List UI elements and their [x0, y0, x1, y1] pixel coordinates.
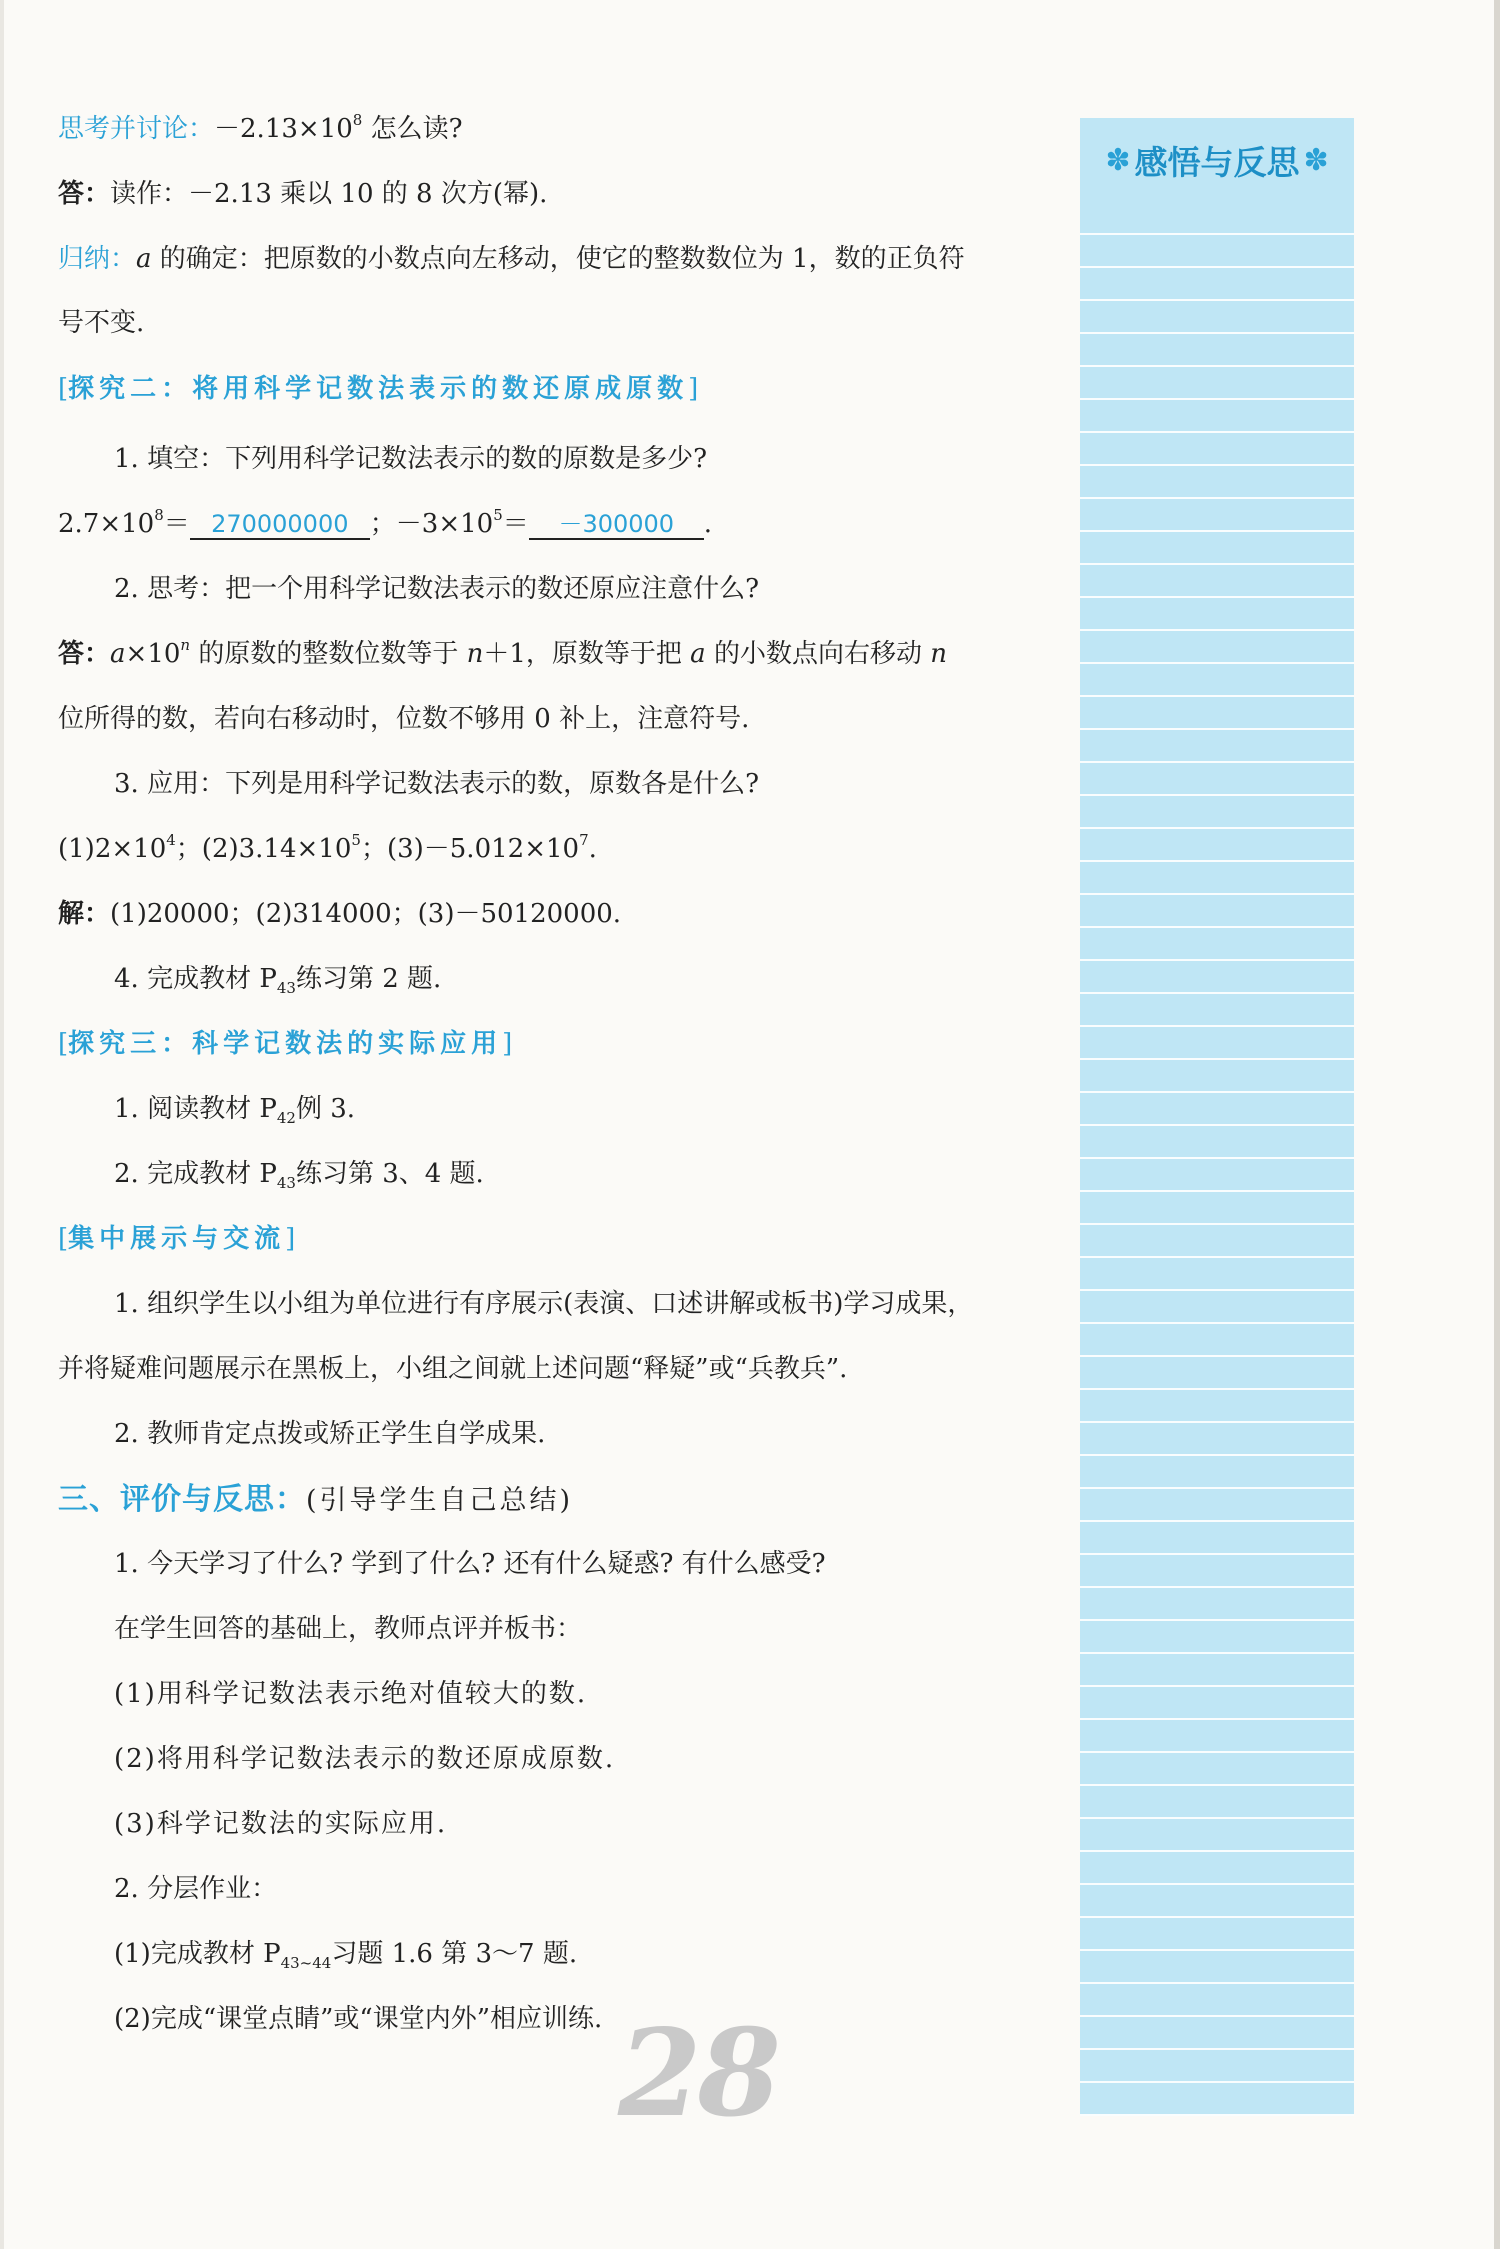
section-heading-showcase	[58, 1222, 295, 1256]
expr-3: ；(3)－5.012×10	[360, 834, 580, 864]
exponent: 7	[579, 831, 589, 849]
period: .	[588, 834, 597, 864]
equals-sign: ＝	[163, 509, 190, 539]
prompt-text: 3. 应用：下列是用科学记数法表示的数，原数各是什么?	[114, 769, 760, 799]
board-item-2	[58, 1742, 615, 1776]
exponent: 8	[154, 506, 164, 524]
answer-line	[58, 177, 547, 211]
apply-prompt	[58, 767, 759, 801]
think-answer-cont	[58, 702, 749, 736]
section-heading-explore-3	[58, 1027, 512, 1061]
answer-text: 读作：－2.13 乘以 10 的 8 次方(幂).	[110, 179, 548, 209]
homework-item-2	[58, 2002, 602, 2036]
showcase-text-cont: 并将疑难问题展示在黑板上，小组之间就上述问题“释疑”或“兵教兵”.	[58, 1354, 848, 1384]
question-text: －2.13×10	[214, 114, 353, 144]
exercise-line	[58, 962, 441, 996]
homework-heading	[58, 1872, 277, 1906]
read-line	[58, 1092, 355, 1126]
heading-text: 探究三：科学记数法的实际应用	[68, 1029, 503, 1059]
read-text: 1. 阅读教材 P	[114, 1094, 277, 1124]
page-number: 28	[618, 2003, 777, 2144]
solution-text: (1)20000；(2)314000；(3)－50120000.	[110, 899, 622, 929]
bracket-open: [	[58, 1224, 69, 1254]
exercise-text: 练习第 3、4 题.	[295, 1159, 484, 1189]
question-text-end: 怎么读?	[362, 114, 463, 144]
section-title: 三、评价与反思：	[58, 1482, 306, 1517]
exercise-text: 4. 完成教材 P	[114, 964, 277, 994]
answer-blank-1: 270000000	[190, 510, 370, 540]
variable-n: n	[930, 639, 947, 669]
showcase-item-1-cont	[58, 1352, 847, 1386]
bracket-close: ]	[285, 1224, 296, 1254]
bracket-close: ]	[502, 1029, 513, 1059]
showcase-item-2	[58, 1417, 545, 1451]
sidebar-header	[1080, 118, 1354, 202]
exercise-line-2	[58, 1157, 484, 1191]
exercise-text: 练习第 2 题.	[295, 964, 442, 994]
equals-sign: ＝	[502, 509, 529, 539]
answer-text: 的小数点向右移动	[705, 639, 931, 669]
answer-label: 答：	[58, 179, 111, 209]
homework-text: 习题 1.6 第 3～7 题.	[331, 1939, 578, 1969]
showcase-text: 2. 教师肯定点拨或矫正学生自学成果.	[114, 1419, 546, 1449]
section-title-evaluation	[58, 1480, 573, 1520]
exponent: 8	[352, 111, 363, 129]
exponent: 4	[166, 831, 176, 849]
read-text: 例 3.	[295, 1094, 356, 1124]
variable-a: a	[690, 639, 706, 669]
board-text: (2)将用科学记数法表示的数还原成原数.	[114, 1744, 616, 1774]
board-text: (1)用科学记数法表示绝对值较大的数.	[114, 1679, 588, 1709]
board-intro-text: 在学生回答的基础上，教师点评并板书：	[114, 1614, 583, 1644]
answer-text: ＋1，原数等于把	[483, 639, 691, 669]
heading-text: 探究二：将用科学记数法表示的数还原成原数	[68, 374, 689, 404]
homework-text: (2)完成“课堂点睛”或“课堂内外”相应训练.	[114, 2004, 603, 2034]
solution-line	[58, 897, 621, 931]
prompt-text: 2. 思考：把一个用科学记数法表示的数还原应注意什么?	[114, 574, 760, 604]
showcase-item-1	[58, 1287, 973, 1321]
variable-a: a	[110, 639, 126, 669]
variable-a: a	[136, 244, 152, 274]
page-subscript: 43	[276, 1174, 296, 1192]
expr-1: (1)2×10	[58, 834, 167, 864]
think-prompt	[58, 572, 759, 606]
exercise-text: 2. 完成教材 P	[114, 1159, 277, 1189]
answer-label: 答：	[58, 639, 111, 669]
variable-n: n	[466, 639, 484, 669]
summary-text-cont: 号不变.	[58, 308, 145, 338]
summary-line-cont	[58, 306, 144, 340]
section-heading-explore-2	[58, 372, 698, 406]
section-note: (引导学生自己总结)	[306, 1485, 574, 1516]
bracket-open: [	[58, 1029, 69, 1059]
heading-text: 集中展示与交流	[68, 1224, 286, 1254]
page-subscript: 43	[276, 979, 296, 997]
homework-item-1	[58, 1937, 577, 1971]
homework-text: (1)完成教材 P	[114, 1939, 281, 1969]
exponent-n: n	[180, 636, 191, 654]
bracket-open: [	[58, 374, 69, 404]
board-item-3	[58, 1807, 447, 1841]
prompt-text: 1. 填空：下列用科学记数法表示的数的原数是多少?	[114, 444, 708, 474]
answer-blank-2: －300000	[529, 510, 704, 540]
expr-2: ；(2)3.14×10	[175, 834, 352, 864]
showcase-text: 1. 组织学生以小组为单位进行有序展示(表演、口述讲解或板书)学习成果，	[114, 1289, 974, 1319]
reflection-questions	[58, 1547, 826, 1581]
homework-text: 2. 分层作业：	[114, 1874, 278, 1904]
fill-blank-prompt	[58, 442, 707, 476]
expr-2: ；－3×10	[369, 509, 494, 539]
think-answer	[58, 637, 947, 671]
solution-label: 解：	[58, 899, 111, 929]
board-text: (3)科学记数法的实际应用.	[114, 1809, 448, 1839]
flower-icon: ✽	[1303, 142, 1329, 178]
discussion-question	[58, 112, 463, 146]
summary-label: 归纳：	[58, 244, 137, 274]
page-subscript: 43~44	[280, 1954, 332, 1972]
times-ten: ×10	[125, 639, 181, 669]
reflection-text: 1. 今天学习了什么? 学到了什么? 还有什么疑惑? 有什么感受?	[114, 1549, 826, 1579]
sidebar-title: 感悟与反思	[1134, 142, 1300, 182]
reflection-sidebar	[1080, 118, 1354, 2116]
discussion-label: 思考并讨论：	[58, 114, 215, 144]
fill-blank-answers	[58, 507, 712, 541]
period: .	[703, 509, 713, 539]
bracket-close: ]	[688, 374, 699, 404]
answer-text-cont: 位所得的数，若向右移动时，位数不够用 0 补上，注意符号.	[58, 704, 750, 734]
page-subscript: 42	[276, 1109, 296, 1127]
answer-text: 的原数的整数位数等于	[190, 639, 467, 669]
summary-line	[58, 242, 965, 276]
exponent: 5	[351, 831, 361, 849]
exponent: 5	[493, 506, 503, 524]
flower-icon: ✽	[1105, 142, 1131, 178]
board-intro	[58, 1612, 582, 1646]
board-item-1	[58, 1677, 587, 1711]
expr-1: 2.7×10	[58, 509, 155, 539]
apply-expressions	[58, 832, 597, 866]
summary-text: 的确定：把原数的小数点向左移动，使它的整数数位为 1，数的正负符	[151, 244, 965, 274]
